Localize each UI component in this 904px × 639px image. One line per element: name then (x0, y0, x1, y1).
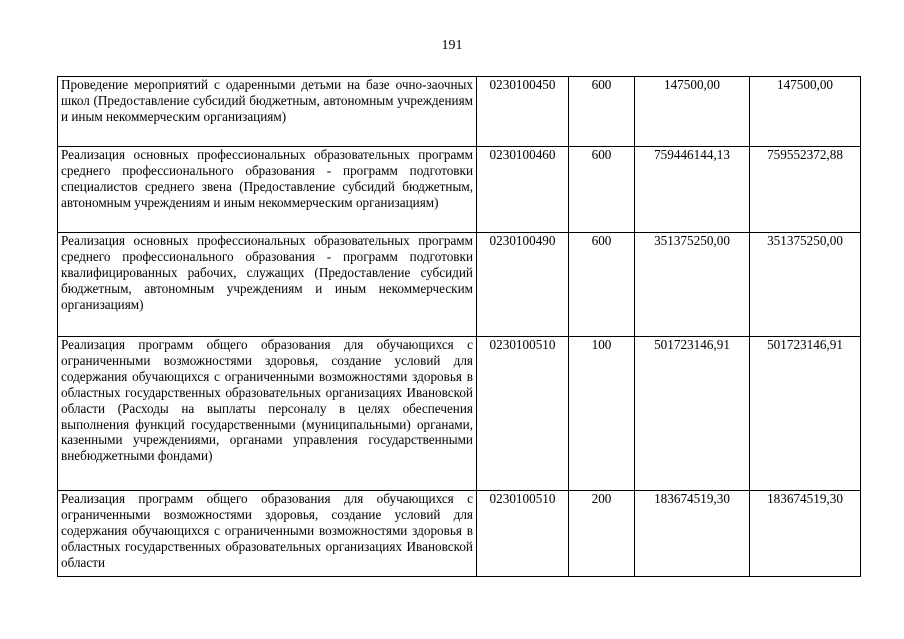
row-expense-type: 200 (569, 491, 635, 577)
row-amount-second: 351375250,00 (750, 233, 861, 337)
row-expense-type: 600 (569, 77, 635, 147)
row-description: Реализация программ общего образования для обучающихся с ограниченными возможностями здоровья, создание условий для содержания обучающихся с ограниченными возможностями здоровья в областных государственных образовательных организациях Ивановской области (58, 491, 477, 577)
row-target-code: 0230100510 (477, 337, 569, 491)
row-amount-second: 147500,00 (750, 77, 861, 147)
table-row (58, 491, 861, 577)
row-description: Реализация программ общего образования для обучающихся с ограниченными возможностями здоровья, создание условий для содержания обучающихся с ограниченными возможностями здоровья в областных государственных образовательных организациях Ивановской области (Расходы на выплаты персоналу в целях обеспечения выполнения функций государственными (муниципальными) органами, казенными учреждениями, органами управления государственными внебюджетными фондами) (58, 337, 477, 491)
row-amount-second: 759552372,88 (750, 147, 861, 233)
row-expense-type: 600 (569, 233, 635, 337)
row-amount-second: 501723146,91 (750, 337, 861, 491)
row-target-code: 0230100490 (477, 233, 569, 337)
row-target-code: 0230100450 (477, 77, 569, 147)
row-amount-first: 759446144,13 (635, 147, 750, 233)
table-row (58, 337, 861, 491)
table-row (58, 147, 861, 233)
table-row (58, 233, 861, 337)
row-description: Проведение мероприятий с одаренными детьми на базе очно-заочных школ (Предоставление субсидий бюджетным, автономным учреждениям и иным некоммерческим организациям) (58, 77, 477, 147)
row-description: Реализация основных профессиональных образовательных программ среднего профессионального образования - программ подготовки квалифицированных рабочих, служащих (Предоставление субсидий бюджетным, автономным учреждениям и иным некоммерческим организациям) (58, 233, 477, 337)
budget-table (57, 76, 861, 577)
row-amount-first: 351375250,00 (635, 233, 750, 337)
row-amount-first: 501723146,91 (635, 337, 750, 491)
row-expense-type: 100 (569, 337, 635, 491)
row-amount-first: 147500,00 (635, 77, 750, 147)
row-amount-second: 183674519,30 (750, 491, 861, 577)
row-description: Реализация основных профессиональных образовательных программ среднего профессионального образования - программ подготовки специалистов среднего звена (Предоставление субсидий бюджетным, автономным учреждениям и иным некоммерческим организациям) (58, 147, 477, 233)
table-row (58, 77, 861, 147)
row-amount-first: 183674519,30 (635, 491, 750, 577)
page-number: 191 (441, 38, 463, 53)
row-expense-type: 600 (569, 147, 635, 233)
row-target-code: 0230100510 (477, 491, 569, 577)
row-target-code: 0230100460 (477, 147, 569, 233)
